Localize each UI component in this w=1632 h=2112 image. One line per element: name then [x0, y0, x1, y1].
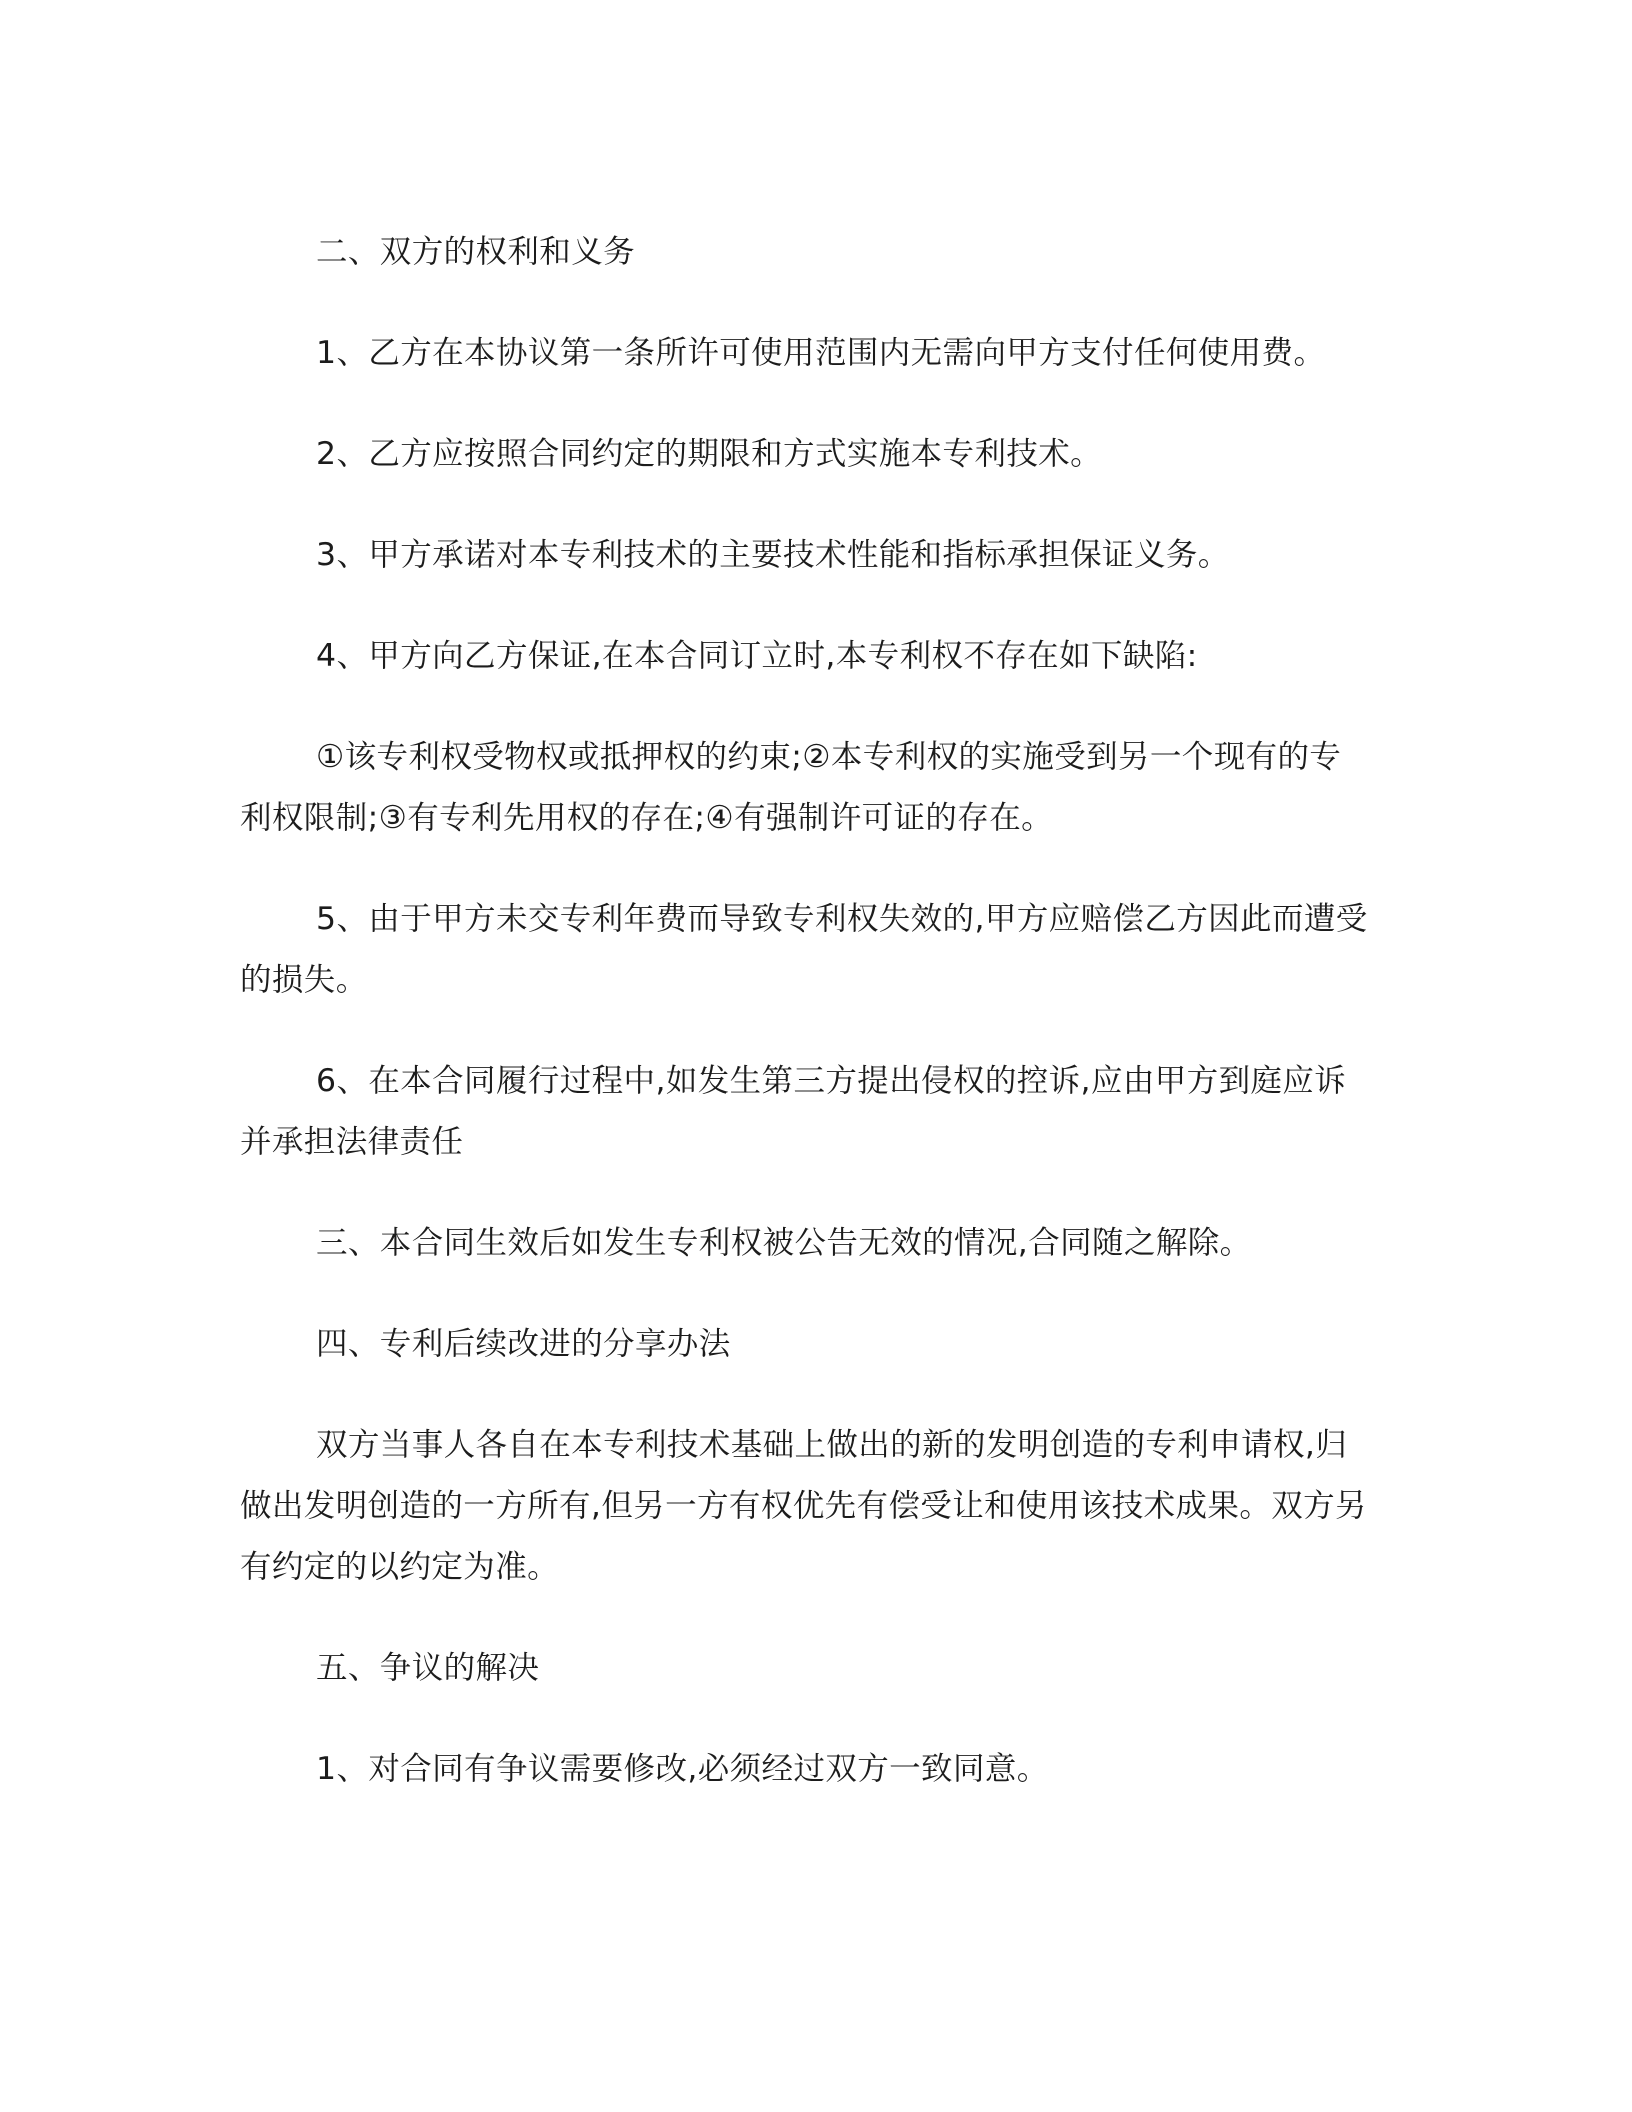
clause-2-4: 4、甲方向乙方保证,在本合同订立时,本专利权不存在如下缺陷: [316, 638, 1198, 674]
clause-2-2: 2、乙方应按照合同约定的期限和方式实施本专利技术。 [316, 436, 1103, 472]
document-body [240, 222, 1370, 1840]
clause-2-4-defects: ①该专利权受物权或抵押权的约束;②本专利权的实施受到另一个现有的专利权限制;③有专利先用权的存在;④有强制许可证的存在。 [240, 739, 1342, 836]
clause-5-1: 1、对合同有争议需要修改,必须经过双方一致同意。 [316, 1751, 1049, 1787]
clause-2-3: 3、甲方承诺对本专利技术的主要技术性能和指标承担保证义务。 [316, 537, 1230, 573]
clause-2-6: 6、在本合同履行过程中,如发生第三方提出侵权的控诉,应由甲方到庭应诉并承担法律责任 [240, 1063, 1347, 1160]
section-heading-disputes: 五、争议的解决 [316, 1650, 540, 1686]
section-heading-rights: 二、双方的权利和义务 [316, 234, 636, 270]
section-heading-invalidation: 三、本合同生效后如发生专利权被公告无效的情况,合同随之解除。 [316, 1225, 1252, 1261]
clause-4-body: 双方当事人各自在本专利技术基础上做出的新的发明创造的专利申请权,归做出发明创造的一方所有,但另一方有权优先有偿受让和使用该技术成果。双方另有约定的以约定为准。 [240, 1427, 1367, 1585]
section-heading-improvements: 四、专利后续改进的分享办法 [316, 1326, 731, 1362]
clause-2-1: 1、乙方在本协议第一条所许可使用范围内无需向甲方支付任何使用费。 [316, 335, 1326, 371]
clause-2-5: 5、由于甲方未交专利年费而导致专利权失效的,甲方应赔偿乙方因此而遭受的损失。 [240, 901, 1368, 998]
